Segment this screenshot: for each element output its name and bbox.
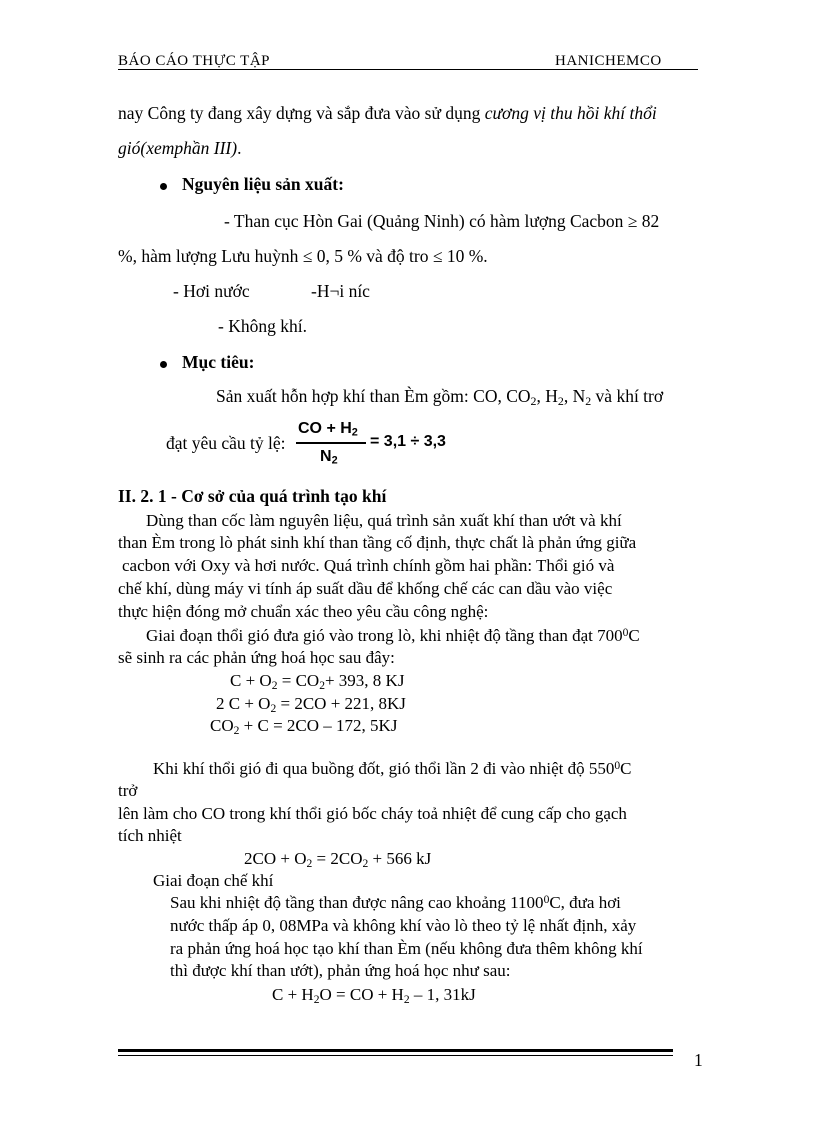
p1-line-1: Dùng than cốc làm nguyên liệu, quá trình sản xuất khí than ướt và khí <box>146 511 622 530</box>
eq2-a: 2 C + O <box>216 694 271 713</box>
equation-4 <box>244 849 431 869</box>
eq4-b: = 2CO <box>312 849 363 868</box>
eq4-s2: 2 <box>362 856 369 870</box>
goal-heading: Mục tiêu: <box>182 352 255 372</box>
p3-line-1-end: C <box>620 759 632 778</box>
eq1-c: + 393, 8 KJ <box>324 671 405 690</box>
equation-5 <box>272 985 476 1005</box>
p4-line-1-end: C, đưa hơi <box>549 893 621 912</box>
ratio-denominator <box>320 448 338 466</box>
materials-line-2: %, hàm lượng Lưu huỳnh ≤ 0, 5 % và độ tro ≤ 10 %. <box>118 246 488 266</box>
goal-sub-2: 2 <box>557 393 564 408</box>
p2-line-2: sẽ sinh ra các phản ứng hoá học sau đây: <box>118 648 395 667</box>
p1-line-4: chế khí, dùng máy vi tính áp suất dầu để khống chế các can dầu vào việc <box>118 579 613 598</box>
p3-line-1-sup: 0 <box>614 758 621 772</box>
goal-text-c: , N <box>563 386 586 406</box>
eq5-s1: 2 <box>313 992 320 1006</box>
eq5-b: O = CO + H <box>319 985 404 1004</box>
p3-line-2: trở <box>118 781 138 800</box>
equation-3 <box>210 716 397 736</box>
materials-line-3a: - Hơi nước <box>173 281 250 301</box>
p3-line-3: lên làm cho CO trong khí thổi gió bốc cháy toả nhiệt để cung cấp cho gạch <box>118 804 627 823</box>
fraction-bar <box>296 442 366 444</box>
eq4-a: 2CO + O <box>244 849 307 868</box>
eq1-s2: 2 <box>319 678 325 692</box>
goal-sub-1: 2 <box>530 393 537 408</box>
intro-line-2-end: . <box>237 138 242 158</box>
eq4-s1: 2 <box>306 856 313 870</box>
footer-rule-thick <box>118 1049 673 1052</box>
goal-text-a: Sản xuất hỗn hợp khí than Èm gồm: CO, CO <box>216 386 531 406</box>
p1-line-2: than Èm trong lò phát sinh khí than tầng cố định, thực chất là phản ứng giữa <box>118 533 637 552</box>
intro-line-2 <box>118 138 241 159</box>
eq3-b: + C = 2CO – 172, 5KJ <box>239 716 398 735</box>
materials-line-3b: -H¬i níc <box>311 281 370 301</box>
goal-text-d: và khí trơ <box>591 386 664 406</box>
intro-line-2-italic: gió(xemphần III) <box>118 138 238 158</box>
equation-1 <box>230 671 404 691</box>
p3-line-1-text: Khi khí thổi gió đi qua buồng đốt, gió thổi lần 2 đi vào nhiệt độ 550 <box>153 759 615 778</box>
ratio-result: = 3,1 ÷ 3,3 <box>370 433 446 450</box>
p2-line-1-end: C <box>628 626 640 645</box>
eq3-a: CO <box>210 716 234 735</box>
p4-line-1-sup: 0 <box>543 892 550 906</box>
p4-line-2: nước thấp áp 0, 08MPa và không khí vào lò theo tỷ lệ nhất định, xảy <box>170 916 637 935</box>
numerator-text: CO + H <box>298 420 352 437</box>
bullet-icon <box>160 183 167 190</box>
materials-line-4: - Không khí. <box>218 316 307 336</box>
goal-text-b: , H <box>536 386 558 406</box>
header-right: HANICHEMCO <box>555 53 662 69</box>
p4-line-1-text: Sau khi nhiệt độ tầng than được nâng cao khoảng 1100 <box>170 893 544 912</box>
eq1-b: = CO <box>277 671 320 690</box>
p3-line-4: tích nhiệt <box>118 826 182 845</box>
stage-title: Giai đoạn chế khí <box>153 871 274 890</box>
section-heading: II. 2. 1 - Cơ sở của quá trình tạo khí <box>118 486 387 506</box>
materials-line-1: - Than cục Hòn Gai (Quảng Ninh) có hàm lượng Cacbon ≥ 82 <box>224 211 660 231</box>
eq1-a: C + O <box>230 671 272 690</box>
goal-line-2: đạt yêu cầu tỷ lệ: <box>166 433 286 453</box>
ratio-numerator <box>298 420 358 438</box>
p2-line-1-sup: 0 <box>622 625 629 639</box>
goal-line-1 <box>216 386 663 407</box>
eq4-c: + 566 kJ <box>368 849 432 868</box>
goal-sub-3: 2 <box>585 393 592 408</box>
materials-heading: Nguyên liệu sản xuất: <box>182 174 344 194</box>
eq5-c: – 1, 31kJ <box>409 985 476 1004</box>
intro-line-1 <box>118 103 657 124</box>
denominator-text: N <box>320 448 332 465</box>
p4-line-4: thì được khí than ướt), phản ứng hoá học như sau: <box>170 961 511 980</box>
p2-line-1-text: Giai đoạn thổi gió đưa gió vào trong lò, khi nhiệt độ tầng than đạt 700 <box>146 626 623 645</box>
bullet-icon <box>160 361 167 368</box>
p1-line-5: thực hiện đóng mở chuẩn xác theo yêu cầu công nghệ: <box>118 602 489 621</box>
denominator-sub: 2 <box>331 454 338 467</box>
header-rule <box>118 69 698 70</box>
eq3-s1: 2 <box>233 723 240 737</box>
equation-2 <box>216 694 406 714</box>
eq2-s1: 2 <box>270 701 277 715</box>
footer-rule-thin <box>118 1055 673 1056</box>
page-number: 1 <box>694 1050 703 1070</box>
eq5-a: C + H <box>272 985 314 1004</box>
numerator-sub: 2 <box>351 426 358 439</box>
intro-line-1-text: nay Công ty đang xây dựng và sắp đưa vào sử dụng <box>118 103 485 123</box>
intro-line-1-italic: cương vị thu hồi khí thổi <box>484 103 657 123</box>
eq2-b: = 2CO + 221, 8KJ <box>276 694 406 713</box>
p4-line-1 <box>170 893 621 913</box>
eq1-s1: 2 <box>271 678 278 692</box>
p1-line-3: cacbon với Oxy và hơi nước. Quá trình chính gồm hai phần: Thổi gió và <box>122 556 615 575</box>
eq5-s2: 2 <box>403 992 410 1006</box>
p2-line-1 <box>146 626 640 646</box>
p4-line-3: ra phản ứng hoá học tạo khí than Èm (nếu không đưa thêm không khí <box>170 939 643 958</box>
p3-line-1 <box>153 759 631 779</box>
header-left: BÁO CÁO THỰC TẬP <box>118 53 271 69</box>
